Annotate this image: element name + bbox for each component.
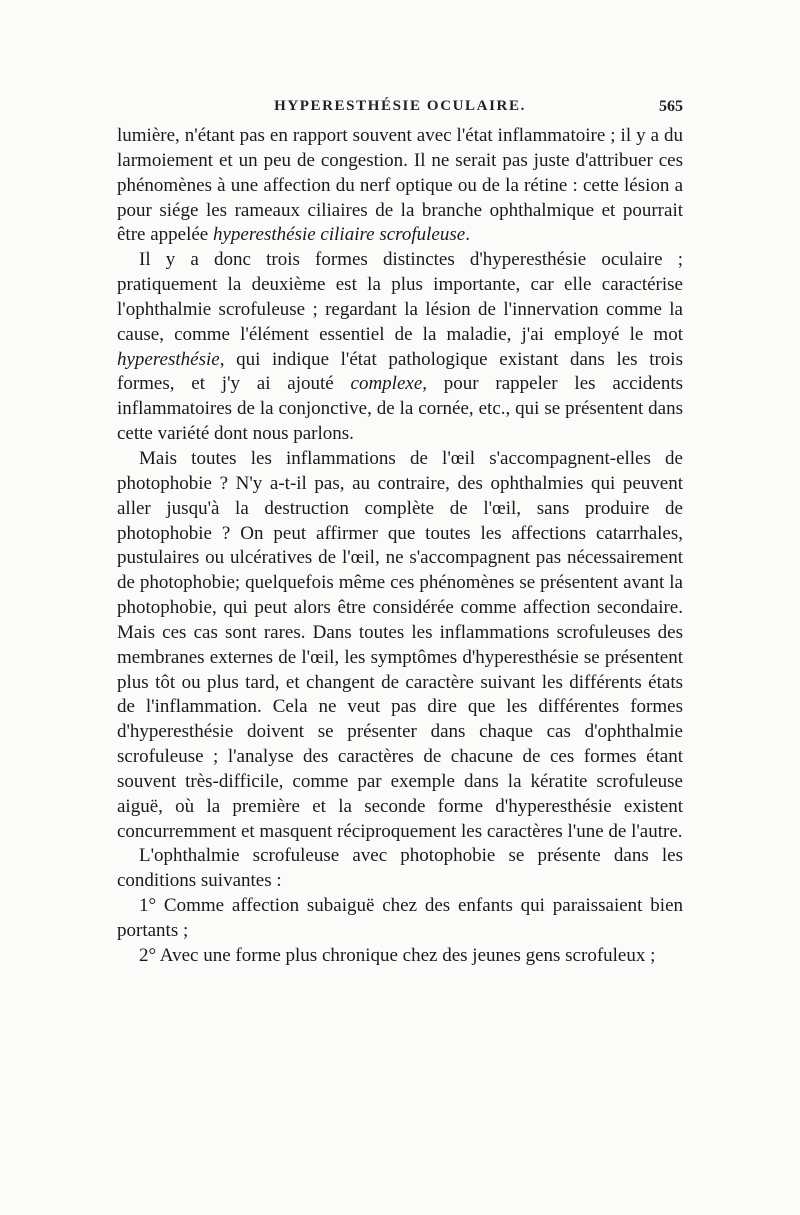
running-head [117, 98, 683, 124]
paragraph-2-text-b: , qui indique l'état pathologique existant dans les trois formes, et j'y ai ajouté [117, 348, 683, 395]
running-title: HYPERESTHÉSIE OCULAIRE. [274, 98, 526, 114]
body-text [117, 124, 683, 969]
paragraph-1-italic-term: hyperesthésie ciliaire scrofuleuse [212, 224, 466, 246]
paragraph-2-text-c: , pour rappeler les accidents inflammatoires de la conjonctive, de la cornée, etc., qui se présentent dans cette variété dont nous parlons. [117, 373, 684, 445]
paragraph-inflammations: Mais toutes les inflammations de l'œil s'accompagnent-elles de photophobie ? N'y a-t-il pas, au contraire, des ophthalmies qui peuvent aller jusqu'à la destruction complète de l'œil, sans produire de photophobie ? On peut affirmer que toutes les affections catarrhales, pustulaires ou ulcératives de l'œil, ne s'accompagnent pas nécessairement de photophobie; quelquefois même ces phénomènes se présentent avant la photophobie, qui peut alors être considérée comme affection secondaire. Mais ces cas sont rares. Dans toutes les inflammations scrofuleuses des membranes externes de l'œil, les symptômes d'hyperesthésie se présentent plus tôt ou plus tard, et changent de caractère suivant les différents états de l'inflammation. Cela ne veut pas dire que les différentes formes d'hyperesthésie doivent se présenter dans chaque cas d'ophthalmie scrofuleuse ; l'analyse des caractères de chacune de ces formes étant souvent très-difficile, comme par exemple dans la kératite scrofuleuse aiguë, où la première et la seconde forme d'hyperesthésie existent concurremment et masquent réciproquement les caractères l'une de l'autre. [117, 447, 683, 842]
paragraph-1-text-a: lumière, n'étant pas en rapport souvent avec l'état inflammatoire ; il y a du larmoiement et un peu de congestion. Il ne serait pas juste d'attribuer ces phénomènes à une affection du nerf optique ou de la rétine : cette lésion a pour siége les rameaux ciliaires de la branche ophthalmique et pourrait être appelée [117, 125, 683, 246]
paragraph-2-italic-term: hyperesthésie [117, 348, 220, 370]
paragraph-1-text-b: . [465, 224, 470, 246]
paragraph-three-forms [117, 248, 683, 447]
paragraph-2-italic-complexe: complexe [350, 373, 423, 395]
list-item-1: 1° Comme affection subaiguë chez des enfants qui paraissaient bien portants ; [117, 895, 683, 941]
paragraph-continuation [117, 124, 683, 248]
paragraph-2-text-a: Il y a donc trois formes distinctes d'hyperesthésie oculaire ; pratiquement la deuxième est la plus importante, car elle caractérise l'ophthalmie scrofuleuse ; regardant la lésion de l'innervation comme la cause, comme l'élément essentiel de la maladie, j'ai employé le mot [117, 249, 683, 345]
list-item-2: 2° Avec une forme plus chronique chez des jeunes gens scrofuleux ; [139, 944, 656, 966]
paragraph-conditions: L'ophthalmie scrofuleuse avec photophobie se présente dans les conditions suivantes : [117, 845, 683, 892]
page-number: 565 [659, 98, 683, 115]
